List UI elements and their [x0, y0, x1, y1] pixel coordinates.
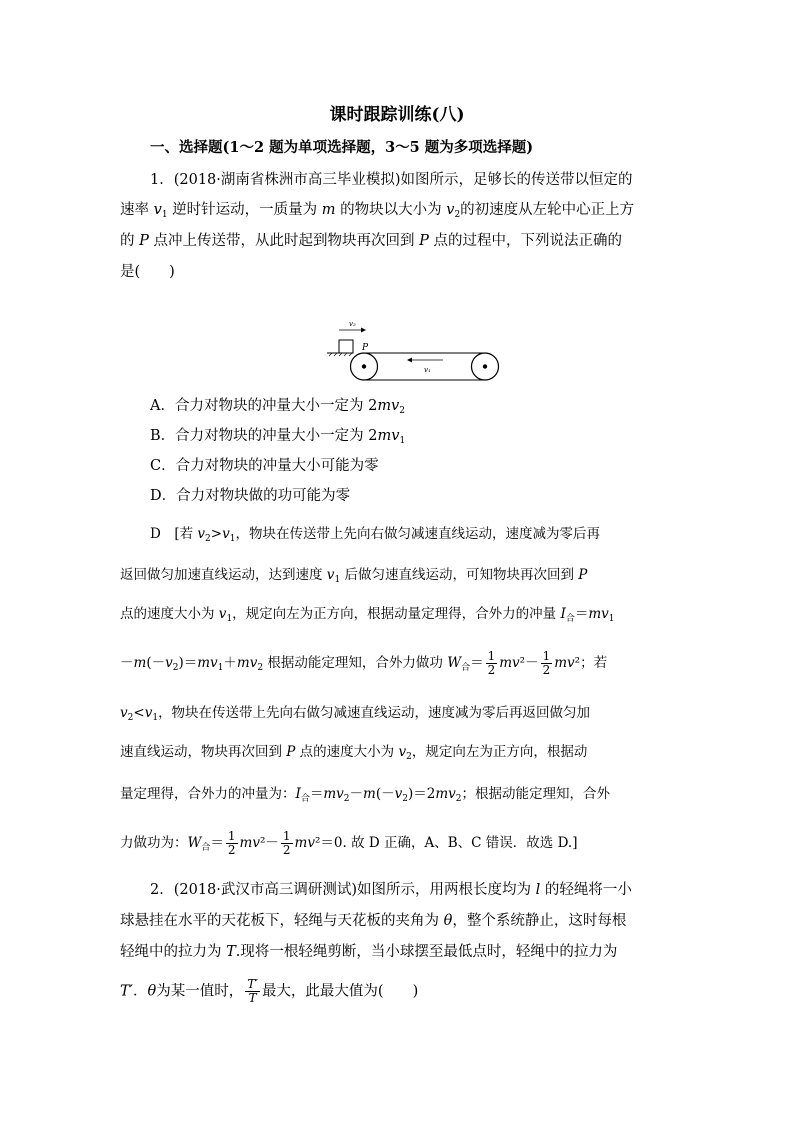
- v1-label: v₁: [424, 366, 431, 374]
- option-a: A．合力对物块的冲量大小一定为 $2mv_2$: [150, 398, 405, 416]
- q1-line-2: 速率 $v_1$ 逆时针运动，一质量为 m 的物块以大小为 $v_2$的初速度从左轮中心正上方: [120, 202, 635, 220]
- answer-line-4: $-m(-v_2)=mv_1+mv_2$ 根据动能定理知，合外力做功 $W_合=$ $\frac{1}{2}$ mv²－ $\frac{1}{2}$ mv²；若: [120, 649, 608, 677]
- answer-line-2: 返回做匀加速直线运动，达到速度 $v_1$ 后做匀速直线运动，可知物块再次回到 P: [120, 567, 588, 585]
- answer-line-6: 速直线运动，物块再次回到 P 点的速度大小为 $v_2$，规定向左为正方向，根据动: [120, 744, 588, 762]
- q2-line-3: 轻绳中的拉力为 T.现将一根轻绳剪断，当小球摆至最低点时，轻绳中的拉力为: [120, 944, 618, 960]
- q2-line-4: T′．θ为某一值时， $\frac{T'}{T}$ 最大，此最大值为( ): [120, 977, 419, 1005]
- option-c: C．合力对物块的冲量大小可能为零: [150, 458, 379, 474]
- conveyor-belt-diagram: [327, 318, 502, 388]
- page-title: 课时跟踪训练(八): [329, 105, 465, 125]
- answer-line-1: D [若 $v_2>v_1$，物块在传送带上先向右做匀减速直线运动，速度减为零后再: [150, 526, 600, 544]
- q2-line-1: 2．(2018·武汉市高三调研测试)如图所示，用两根长度均为 l 的轻绳将一小: [150, 882, 632, 898]
- section-heading: 一、选择题(1～2 题为单项选择题，3～5 题为多项选择题): [150, 139, 534, 156]
- answer-line-5: $v_2<v_1$，物块在传送带上先向右做匀减速直线运动，速度减为零后再返回做匀加: [120, 705, 591, 723]
- conveyor-belt-figure: [327, 318, 502, 392]
- q1-line-3: 的 P 点冲上传送带，从此时起到物块再次回到 P 点的过程中，下列说法正确的: [120, 233, 622, 249]
- p-label: P: [362, 343, 369, 353]
- option-d: D．合力对物块做的功可能为零: [150, 488, 351, 504]
- q1-line-1: 1．(2018·湖南省株洲市高三毕业模拟)如图所示，足够长的传送带以恒定的: [150, 172, 633, 188]
- answer-line-8: 力做功为：$W_合=$ $\frac{1}{2}$ mv²－ $\frac{1}{2}$ mv²＝0. 故 D 正确，A、B、C 错误．故选 D.]: [120, 829, 578, 857]
- answer-line-7: 量定理得，合外力的冲量为：$I_合=mv_2-m(-v_2)=2mv_2$；根据动能定理知，合外: [120, 786, 611, 804]
- v2-label: v₂: [349, 320, 356, 328]
- q2-line-2: 球悬挂在水平的天花板下，轻绳与天花板的夹角为 θ，整个系统静止，这时每根: [120, 913, 627, 929]
- answer-line-3: 点的速度大小为 $v_1$，规定向左为正方向，根据动量定理得，合外力的冲量 $I_合=mv_1$: [120, 606, 615, 624]
- q1-line-4: 是( ): [120, 264, 175, 280]
- option-b: B．合力对物块的冲量大小一定为 $2mv_1$: [150, 428, 406, 446]
